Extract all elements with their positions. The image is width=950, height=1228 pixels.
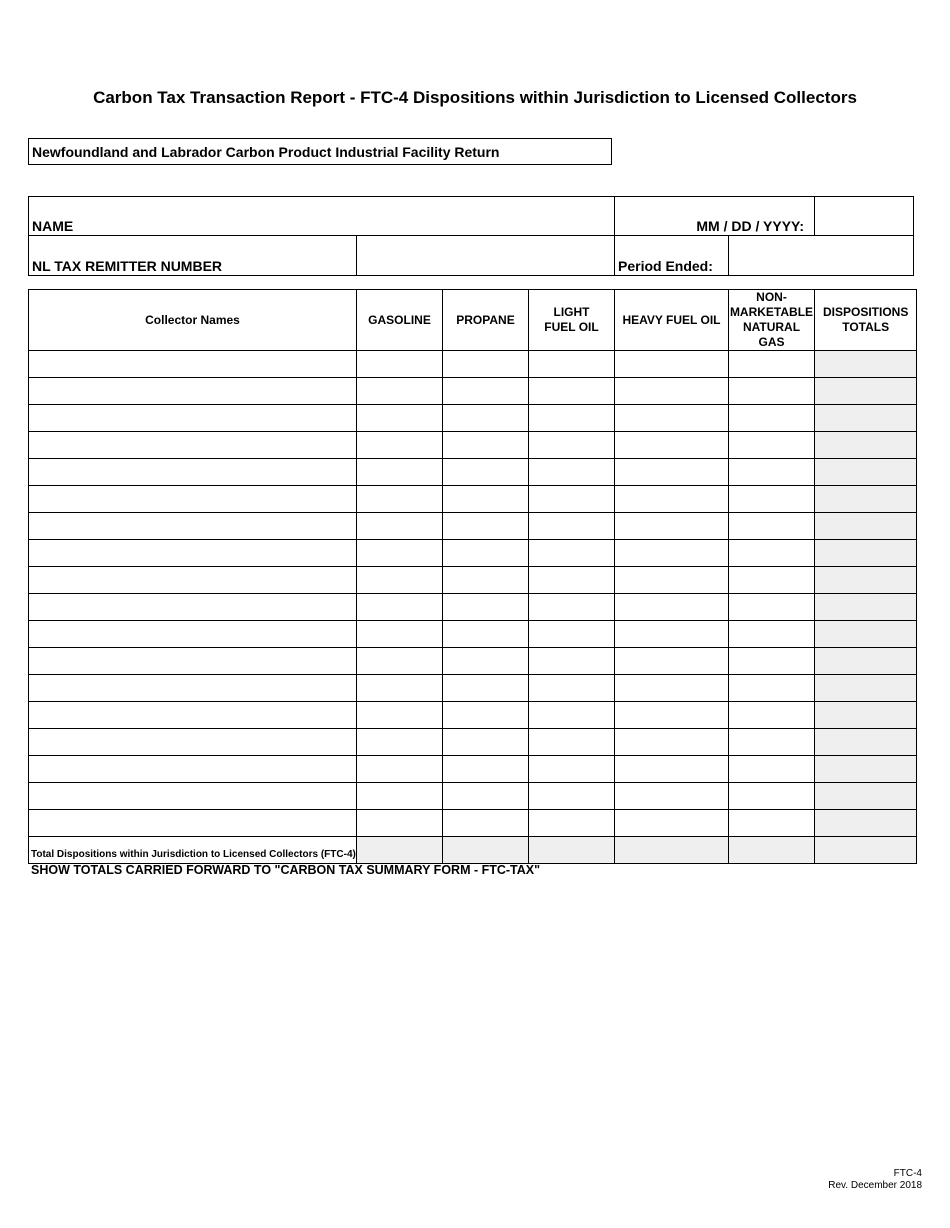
propane-cell[interactable] [443,783,529,810]
natural-gas-cell[interactable] [729,459,815,486]
dispositions-total-cell[interactable] [815,729,917,756]
light-fuel-oil-cell[interactable] [529,432,615,459]
total-row-label: Total Dispositions within Jurisdiction to Licensed Collectors (FTC-4) [29,837,357,864]
dispositions-total-cell[interactable] [815,648,917,675]
heavy-fuel-oil-cell[interactable] [615,729,729,756]
total-light-fuel-oil-cell[interactable] [529,837,615,864]
gasoline-cell[interactable] [357,378,443,405]
heavy-fuel-oil-cell[interactable] [615,783,729,810]
taxpayer-info-table [28,196,914,276]
natural-gas-cell[interactable] [729,378,815,405]
table-row [29,540,917,567]
dispositions-total-cell[interactable] [815,756,917,783]
gasoline-cell[interactable] [357,432,443,459]
heavy-fuel-oil-cell[interactable] [615,810,729,837]
propane-cell[interactable] [443,756,529,783]
collector-name-cell[interactable] [29,621,357,648]
collector-name-cell[interactable] [29,351,357,378]
light-fuel-oil-cell[interactable] [529,567,615,594]
total-propane-cell[interactable] [443,837,529,864]
dispositions-total-cell[interactable] [815,378,917,405]
propane-cell[interactable] [443,648,529,675]
dispositions-total-cell[interactable] [815,675,917,702]
table-row [29,648,917,675]
remitter-number-field[interactable] [357,236,615,276]
table-row [29,378,917,405]
dispositions-table [28,289,917,864]
propane-cell[interactable] [443,486,529,513]
table-row [29,783,917,810]
light-fuel-oil-cell[interactable] [529,405,615,432]
propane-cell[interactable] [443,432,529,459]
propane-cell[interactable] [443,351,529,378]
heavy-fuel-oil-cell[interactable] [615,459,729,486]
table-row [29,675,917,702]
dispositions-total-cell[interactable] [815,405,917,432]
propane-cell[interactable] [443,594,529,621]
propane-cell[interactable] [443,729,529,756]
natural-gas-cell[interactable] [729,648,815,675]
light-fuel-oil-cell[interactable] [529,540,615,567]
collector-name-cell[interactable] [29,675,357,702]
period-ended-field[interactable] [729,236,914,276]
grand-total-cell[interactable] [815,837,917,864]
natural-gas-cell[interactable] [729,405,815,432]
light-fuel-oil-cell[interactable] [529,621,615,648]
dispositions-total-cell[interactable] [815,432,917,459]
collector-name-cell[interactable] [29,486,357,513]
name-label: NAME [29,197,615,236]
column-header-heavy-fuel-oil: HEAVY FUEL OIL [615,290,729,351]
gasoline-cell[interactable] [357,648,443,675]
gasoline-cell[interactable] [357,729,443,756]
gasoline-cell[interactable] [357,783,443,810]
table-row [29,756,917,783]
light-fuel-oil-cell[interactable] [529,486,615,513]
collector-name-cell[interactable] [29,459,357,486]
gasoline-cell[interactable] [357,486,443,513]
table-row [29,513,917,540]
gasoline-cell[interactable] [357,810,443,837]
table-row [29,351,917,378]
collector-name-cell[interactable] [29,810,357,837]
propane-cell[interactable] [443,405,529,432]
total-natural-gas-cell[interactable] [729,837,815,864]
propane-cell[interactable] [443,567,529,594]
table-row [29,486,917,513]
dispositions-total-cell[interactable] [815,594,917,621]
dispositions-total-cell[interactable] [815,459,917,486]
dispositions-total-cell[interactable] [815,486,917,513]
heavy-fuel-oil-cell[interactable] [615,621,729,648]
light-fuel-oil-cell[interactable] [529,729,615,756]
table-row [29,621,917,648]
dispositions-total-cell[interactable] [815,702,917,729]
table-header-row [29,290,917,351]
heavy-fuel-oil-cell[interactable] [615,378,729,405]
light-fuel-oil-cell[interactable] [529,756,615,783]
light-fuel-oil-cell[interactable] [529,648,615,675]
total-heavy-fuel-oil-cell[interactable] [615,837,729,864]
propane-cell[interactable] [443,378,529,405]
dispositions-total-cell[interactable] [815,621,917,648]
gasoline-cell[interactable] [357,594,443,621]
dispositions-total-cell[interactable] [815,567,917,594]
propane-cell[interactable] [443,702,529,729]
form-identifier [828,1168,922,1192]
total-row [29,837,917,864]
gasoline-cell[interactable] [357,621,443,648]
dispositions-total-cell[interactable] [815,810,917,837]
propane-cell[interactable] [443,459,529,486]
column-header-light-fuel-oil: LIGHT FUEL OIL [529,290,615,351]
remitter-number-label: NL TAX REMITTER NUMBER [29,236,357,276]
propane-cell[interactable] [443,621,529,648]
gasoline-cell[interactable] [357,756,443,783]
column-header-gasoline: GASOLINE [357,290,443,351]
heavy-fuel-oil-cell[interactable] [615,540,729,567]
propane-cell[interactable] [443,513,529,540]
table-row [29,729,917,756]
natural-gas-cell[interactable] [729,675,815,702]
table-row [29,567,917,594]
collector-name-cell[interactable] [29,567,357,594]
page-title: Carbon Tax Transaction Report - FTC-4 Dispositions within Jurisdiction to Licensed Collectors [93,88,857,107]
collector-name-cell[interactable] [29,594,357,621]
heavy-fuel-oil-cell[interactable] [615,405,729,432]
heavy-fuel-oil-cell[interactable] [615,594,729,621]
dispositions-total-cell[interactable] [815,783,917,810]
natural-gas-cell[interactable] [729,810,815,837]
light-fuel-oil-cell[interactable] [529,810,615,837]
light-fuel-oil-cell[interactable] [529,351,615,378]
dispositions-total-cell[interactable] [815,513,917,540]
collector-name-cell[interactable] [29,783,357,810]
natural-gas-cell[interactable] [729,567,815,594]
natural-gas-cell[interactable] [729,540,815,567]
collector-name-cell[interactable] [29,702,357,729]
gasoline-cell[interactable] [357,351,443,378]
form-code: FTC-4 [893,1168,922,1179]
date-format-label: MM / DD / YYYY: [615,197,815,236]
natural-gas-cell[interactable] [729,729,815,756]
carry-forward-note: SHOW TOTALS CARRIED FORWARD TO "CARBON TAX SUMMARY FORM - FTC-TAX" [31,863,541,877]
collector-name-cell[interactable] [29,729,357,756]
table-row [29,594,917,621]
form-revision: Rev. December 2018 [828,1180,922,1191]
heavy-fuel-oil-cell[interactable] [615,648,729,675]
propane-cell[interactable] [443,540,529,567]
column-header-dispositions-totals: DISPOSITIONS TOTALS [815,290,917,351]
natural-gas-cell[interactable] [729,702,815,729]
gasoline-cell[interactable] [357,459,443,486]
heavy-fuel-oil-cell[interactable] [615,432,729,459]
natural-gas-cell[interactable] [729,621,815,648]
collector-name-cell[interactable] [29,513,357,540]
gasoline-cell[interactable] [357,567,443,594]
date-field[interactable] [815,197,914,236]
column-header-collector-names: Collector Names [29,290,357,351]
period-ended-label: Period Ended: [615,236,729,276]
light-fuel-oil-cell[interactable] [529,459,615,486]
natural-gas-cell[interactable] [729,594,815,621]
natural-gas-cell[interactable] [729,513,815,540]
collector-name-cell[interactable] [29,756,357,783]
column-header-non-marketable-natural-gas: NON-MARKETABLE NATURAL GAS [729,290,814,349]
natural-gas-cell[interactable] [729,756,815,783]
light-fuel-oil-cell[interactable] [529,513,615,540]
collector-name-cell[interactable] [29,540,357,567]
heavy-fuel-oil-cell[interactable] [615,486,729,513]
gasoline-cell[interactable] [357,405,443,432]
collector-name-cell[interactable] [29,432,357,459]
light-fuel-oil-cell[interactable] [529,783,615,810]
natural-gas-cell[interactable] [729,783,815,810]
natural-gas-cell[interactable] [729,486,815,513]
heavy-fuel-oil-cell[interactable] [615,702,729,729]
propane-cell[interactable] [443,675,529,702]
heavy-fuel-oil-cell[interactable] [615,351,729,378]
natural-gas-cell[interactable] [729,432,815,459]
table-row [29,432,917,459]
natural-gas-cell[interactable] [729,351,815,378]
heavy-fuel-oil-cell[interactable] [615,675,729,702]
gasoline-cell[interactable] [357,702,443,729]
dispositions-total-cell[interactable] [815,540,917,567]
facility-return-label: Newfoundland and Labrador Carbon Product Industrial Facility Return [28,138,612,165]
light-fuel-oil-cell[interactable] [529,594,615,621]
column-header-propane: PROPANE [443,290,529,351]
light-fuel-oil-cell[interactable] [529,702,615,729]
dispositions-total-cell[interactable] [815,351,917,378]
gasoline-cell[interactable] [357,540,443,567]
table-row [29,702,917,729]
table-row [29,405,917,432]
gasoline-cell[interactable] [357,675,443,702]
heavy-fuel-oil-cell[interactable] [615,567,729,594]
light-fuel-oil-cell[interactable] [529,675,615,702]
collector-name-cell[interactable] [29,378,357,405]
gasoline-cell[interactable] [357,513,443,540]
collector-name-cell[interactable] [29,648,357,675]
collector-name-cell[interactable] [29,405,357,432]
heavy-fuel-oil-cell[interactable] [615,513,729,540]
propane-cell[interactable] [443,810,529,837]
table-row [29,459,917,486]
heavy-fuel-oil-cell[interactable] [615,756,729,783]
total-gasoline-cell[interactable] [357,837,443,864]
table-row [29,810,917,837]
light-fuel-oil-cell[interactable] [529,378,615,405]
